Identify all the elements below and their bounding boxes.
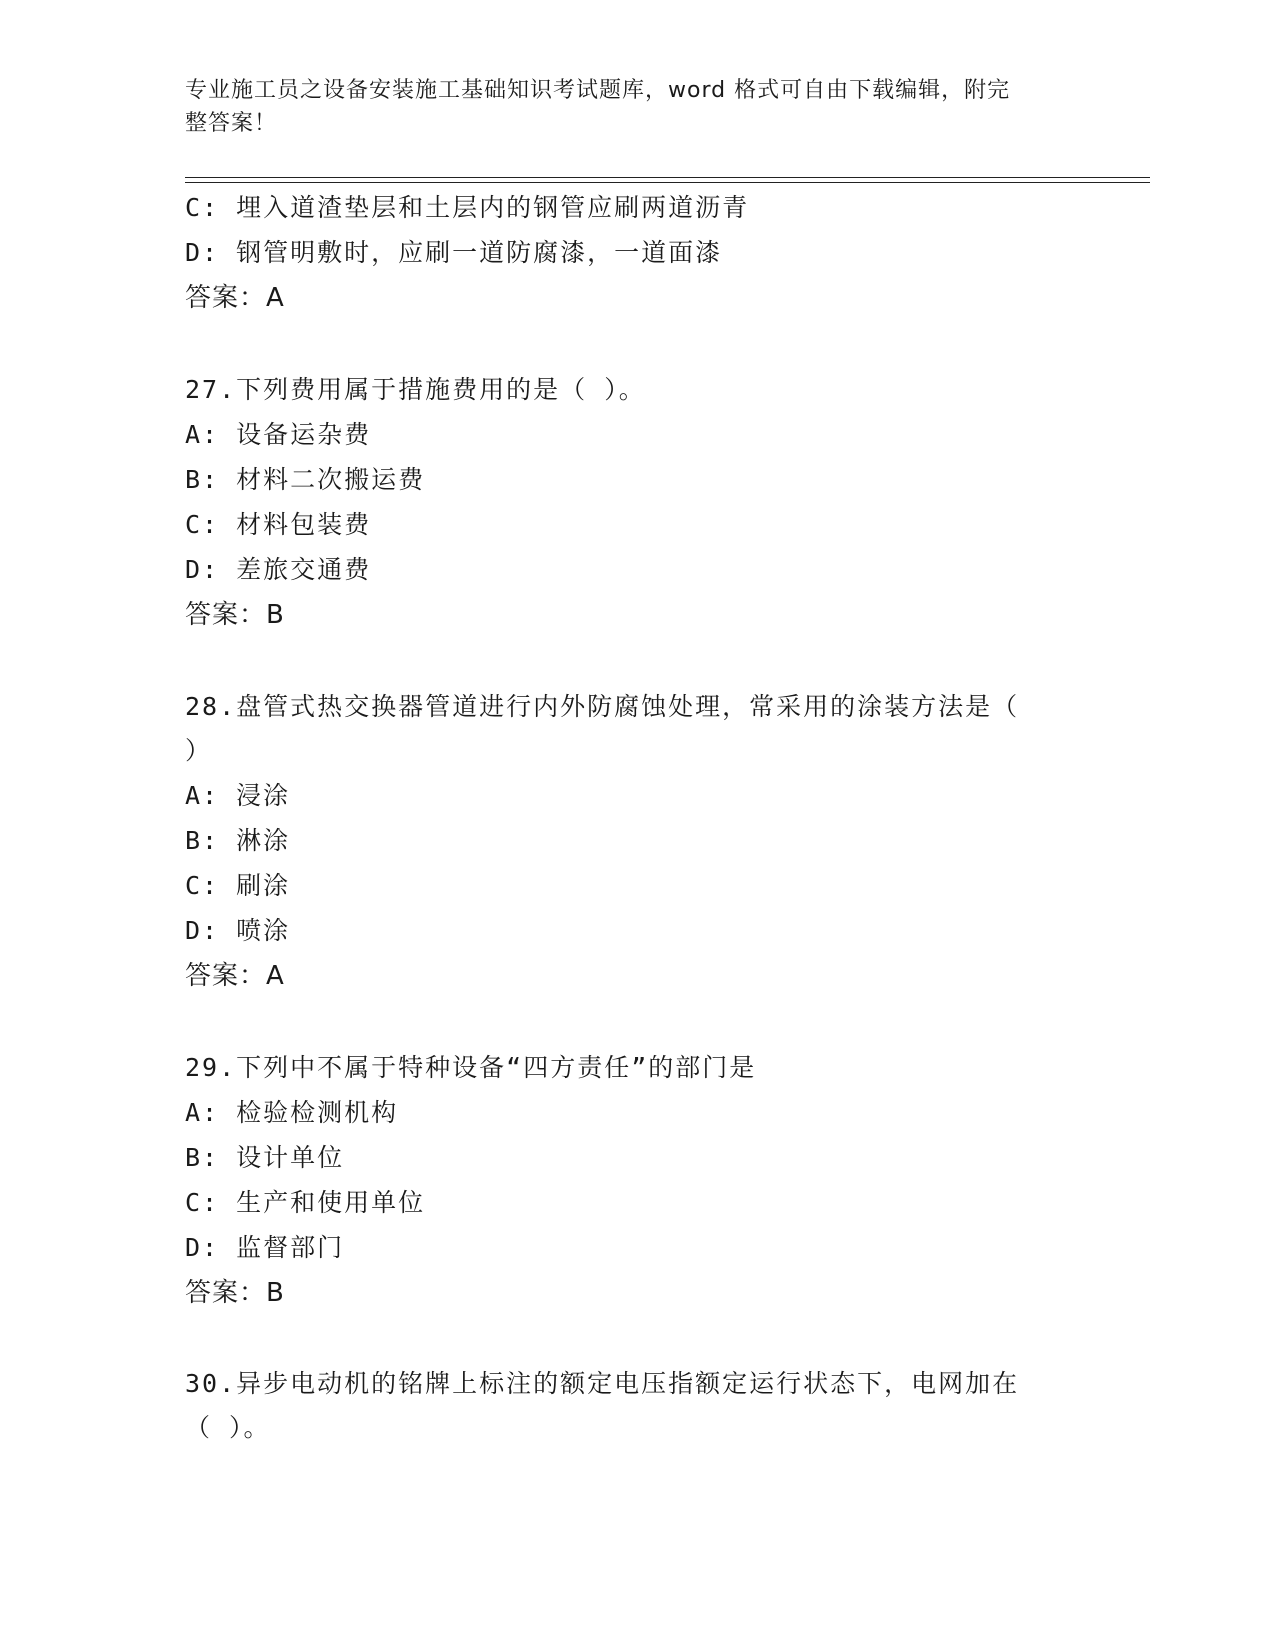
prev-option-c: C: 埋入道渣垫层和土层内的钢管应刷两道沥青 [185,193,750,222]
q29-option-a: A: 检验检测机构 [185,1098,399,1127]
q28-answer: 答案：A [185,961,285,991]
q28-option-c: C: 刷涂 [185,871,291,900]
q27-option-c: C: 材料包装费 [185,510,372,539]
document-header [185,74,1065,140]
q27-answer: 答案：B [185,600,285,630]
q27-stem: 27.下列费用属于措施费用的是（ ）。 [185,375,646,404]
header-line-2: 整答案！ [185,111,278,136]
q30-stem-line-1: 30.异步电动机的铭牌上标注的额定电压指额定运行状态下，电网加在 [185,1369,1020,1398]
q29-option-d: D: 监督部门 [185,1233,345,1262]
header-divider-bottom [185,182,1150,183]
q29-option-b: B: 设计单位 [185,1143,345,1172]
prev-answer: 答案：A [185,283,285,313]
q28-stem-line-2: ） [185,736,213,765]
header-line-1: 专业施工员之设备安装施工基础知识考试题库，word 格式可自由下载编辑，附完 [185,78,1011,103]
q28-option-a: A: 浸涂 [185,781,291,810]
header-divider-top [185,177,1150,178]
prev-option-d: D: 钢管明敷时，应刷一道防腐漆，一道面漆 [185,238,723,267]
q30-stem-line-2: （ ）。 [185,1413,271,1442]
q29-option-c: C: 生产和使用单位 [185,1188,426,1217]
q29-stem: 29.下列中不属于特种设备“四方责任”的部门是 [185,1053,757,1082]
q27-option-b: B: 材料二次搬运费 [185,465,426,494]
q28-option-b: B: 淋涂 [185,826,291,855]
q28-option-d: D: 喷涂 [185,916,291,945]
q28-stem-line-1: 28.盘管式热交换器管道进行内外防腐蚀处理，常采用的涂装方法是（ [185,692,1020,721]
q29-answer: 答案：B [185,1278,285,1308]
q27-option-a: A: 设备运杂费 [185,420,372,449]
q27-option-d: D: 差旅交通费 [185,555,372,584]
